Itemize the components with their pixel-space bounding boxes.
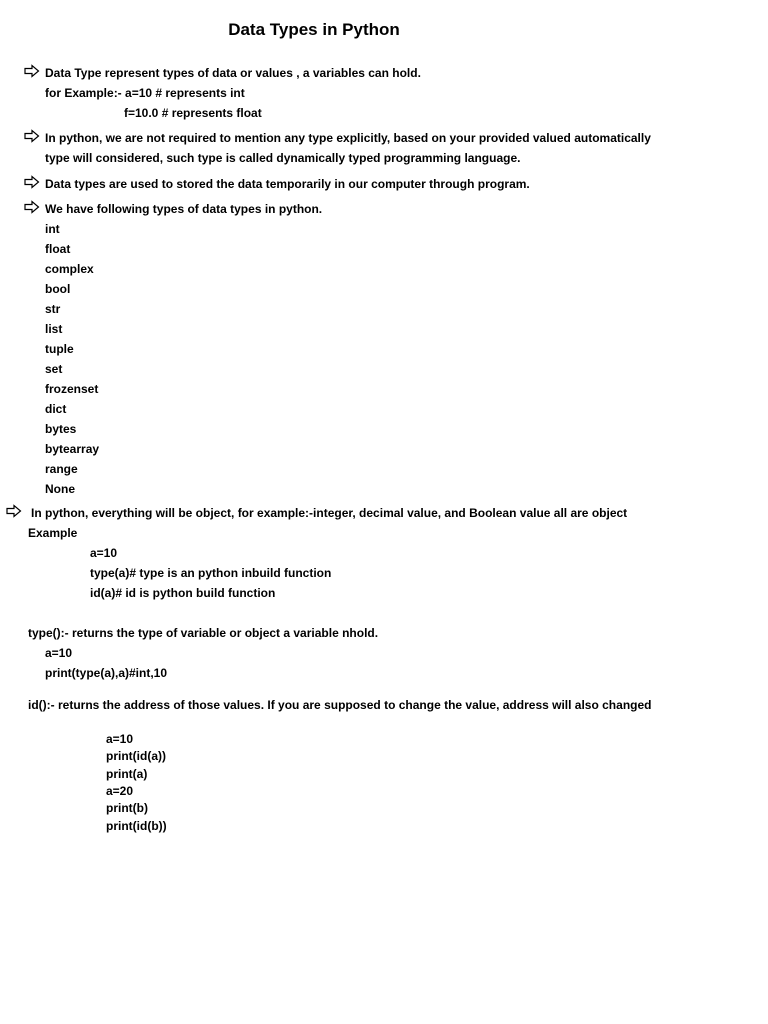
id-section-line: print(id(a)) — [106, 749, 166, 763]
data-type-item: bool — [45, 282, 71, 296]
bullet-1-line-3: f=10.0 # represents float — [124, 106, 262, 120]
type-section-line: a=10 — [45, 646, 73, 660]
bullet-4-line-1: We have following types of data types in python. — [45, 202, 323, 216]
example-line: id(a)# id is python build function — [90, 586, 276, 600]
id-section-line: a=20 — [106, 784, 134, 798]
bullet-2-line-1: In python, we are not required to mention any type explicitly, based on your provided valued automatically — [45, 131, 651, 145]
id-section-line: print(b) — [106, 801, 148, 815]
bullet-1-line-1: Data Type represent types of data or values , a variables can hold. — [45, 66, 421, 80]
bullet-3-line-1: Data types are used to stored the data temporarily in our computer through program. — [45, 177, 530, 191]
type-section-line: print(type(a),a)#int,10 — [45, 666, 168, 680]
data-type-item: range — [45, 462, 78, 476]
right-arrow-icon — [6, 504, 22, 520]
data-type-item: complex — [45, 262, 94, 276]
data-type-item: float — [45, 242, 71, 256]
data-type-item: str — [45, 302, 61, 316]
data-type-item: frozenset — [45, 382, 99, 396]
data-type-item: list — [45, 322, 63, 336]
example-label: Example — [28, 526, 78, 540]
data-type-item: tuple — [45, 342, 74, 356]
data-type-item: None — [45, 482, 75, 496]
id-section-line: print(a) — [106, 767, 148, 781]
example-line: a=10 — [90, 546, 118, 560]
id-section-heading: id():- returns the address of those values. If you are supposed to change the value, address will also changed — [28, 698, 652, 712]
data-type-item: bytes — [45, 422, 77, 436]
bullet-2-line-2: type will considered, such type is called dynamically typed programming language. — [45, 151, 521, 165]
example-line: type(a)# type is an python inbuild function — [90, 566, 332, 580]
right-arrow-icon — [24, 175, 40, 191]
id-section-line: a=10 — [106, 732, 134, 746]
data-type-item: dict — [45, 402, 67, 416]
data-type-item: bytearray — [45, 442, 100, 456]
bullet-1-line-2: for Example:- a=10 # represents int — [45, 86, 245, 100]
data-type-item: int — [45, 222, 60, 236]
id-section-line: print(id(b)) — [106, 819, 167, 833]
right-arrow-icon — [24, 64, 40, 80]
right-arrow-icon — [24, 200, 40, 216]
document-title: Data Types in Python — [228, 20, 400, 39]
object-bullet-text: In python, everything will be object, for example:-integer, decimal value, and Boolean value all are object — [31, 506, 628, 520]
type-section-heading: type():- returns the type of variable or object a variable nhold. — [28, 626, 379, 640]
right-arrow-icon — [24, 129, 40, 145]
data-type-item: set — [45, 362, 63, 376]
